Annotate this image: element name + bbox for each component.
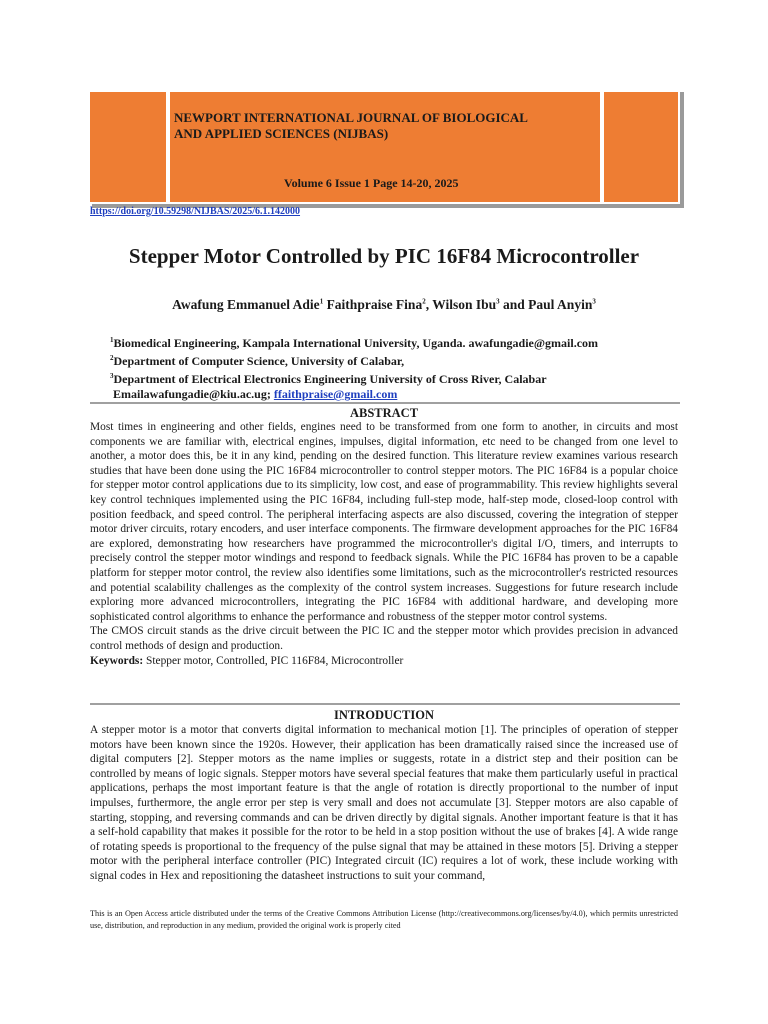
email-text: Emailawafungadie@kiu.ac.ug; (113, 387, 271, 401)
divider-abstract (90, 402, 680, 404)
author-list: Awafung Emmanuel Adie$^1$ Faithpraise Fina$^2$, Wilson Ibu$^3$ and Paul Anyin$^3$ (172, 297, 596, 312)
author-mark: 3 (592, 297, 596, 306)
abstract-heading: ABSTRACT (349, 406, 419, 420)
email-line (113, 387, 598, 402)
banner-left-block (90, 92, 166, 202)
affiliation-3 (110, 369, 598, 387)
affiliation-text: Department of Computer Science, University of Calabar, (113, 354, 405, 368)
doi-link[interactable]: https://doi.org/10.59298/NIJBAS/2025/6.1.142000 (90, 206, 301, 217)
introduction-body (90, 723, 678, 884)
paper-title: Stepper Motor Controlled by PIC 16F84 Microcontroller (128, 244, 640, 268)
journal-name-line2: AND APPLIED SCIENCES (NIJBAS) (174, 126, 389, 141)
author-mark: 2 (422, 297, 426, 306)
divider-introduction (90, 703, 680, 705)
journal-banner (88, 88, 682, 206)
abstract-paragraph: Most times in engineering and other fields, engines need to be transformed from one form to another, in circuits and most components we are familiar with, electrical engines, impulses, digital information, etc need to be changed from one level to another, a motor does this, be it in any kind, pending on the desired function. This literature review examines various research studies that have been done using the PIC 16F84 microcontroller to control stepper motors. The PIC 16F84 is a popular choice for stepper motor control applications due to its simplicity, low cost, and ease of programmability. This review highlights several key control techniques implemented using the PIC 16F84, including full-step mode, half-step mode, closed-loop control with position feedback, and speed control. The peripheral interfacing aspects are also discussed, covering the integration of stepper motor driver circuits, rotary encoders, and user interface components. The firmware development approaches for the PIC 16F84 are explored, demonstrating how researchers have programmed the microcontroller's digital I/O, timers, and interrupts to precisely control the stepper motor windings and respond to feedback signals. While the PIC 16F84 has proven to be a capable platform for stepper motor control, the review also identifies some limitations, such as the microcontroller's restricted resources and potential scalability challenges as the complexity of the control system increases. Suggestions for future research include exploring more advanced microcontrollers, integrating the PIC 16F84 with additional hardware, and developing more sophisticated control algorithms to enhance the performance and robustness of the stepper motor control systems. (90, 421, 678, 623)
abstract-paragraph-cmos: The CMOS circuit stands as the drive circuit between the PIC IC and the stepper motor which provides precision in advanced control methods of design and production. (90, 625, 678, 652)
affiliations (110, 333, 598, 402)
author-mark: 1 (319, 297, 324, 306)
keywords-text: Stepper motor, Controlled, PIC 116F84, Microcontroller (146, 654, 404, 667)
keywords-label: Keywords: (90, 654, 144, 667)
author-name: Faithpraise Fina (326, 297, 423, 312)
journal-volume: Volume 6 Issue 1 Page 14-20, 2025 (284, 176, 459, 190)
author-name: Awafung Emmanuel Adie (172, 297, 320, 312)
journal-name (174, 110, 574, 142)
introduction-paragraph: A stepper motor is a motor that converts digital information to mechanical motion [1]. The principles of operation of stepper motors have been known since the 1920s. However, their application has been dramatically raised since the increased use of digital computers [2]. Stepper motors as the name implies or suggests, rotate in a district step and their position can be controlled by means of logic signals. Stepper motors have several special features that make them particularly useful in practical applications, perhaps the most important feature is that the angle of rotation is directly proportional to the number of input impulses, furthermore, the angle error per step is very small and does not accumulate [3]. Stepper motors are also capable of starting, stopping, and reversing commands and can be driven directly by digital signals. Another important feature is that it has a self-hold capability that makes it possible for the rotor to be held in a stop position without the use of brakes [4]. A wide range of rotating speeds is proportional to the frequency of the pulse signal that may be attained in these motors [5]. Driving a stepper motor with the peripheral interface controller (PIC) Integrated circuit (IC) requires a lot of work, these include working with signal codes in Hex and repositioning the datasheet instructions to suit your command, (90, 724, 678, 882)
author-name: Wilson Ibu (432, 297, 497, 312)
author-name: Paul Anyin (528, 297, 593, 312)
introduction-heading: INTRODUCTION (333, 708, 434, 722)
email-link[interactable]: ffaithpraise@gmail.com (273, 387, 398, 401)
affiliation-text: Biomedical Engineering, Kampala International University, Uganda. awafungadie@gmail.com (113, 336, 599, 350)
affiliation-2 (110, 351, 598, 369)
affiliation-mark: 3 (110, 372, 114, 380)
keywords (90, 654, 678, 669)
abstract-body (90, 420, 678, 668)
affiliation-mark: 1 (110, 336, 114, 344)
affiliation-text: Department of Electrical Electronics Engineering University of Cross River, Calabar (113, 372, 547, 386)
affiliation-1 (110, 333, 598, 351)
journal-name-line1: NEWPORT INTERNATIONAL JOURNAL OF BIOLOGICAL (174, 110, 528, 125)
author-mark: 3 (496, 297, 500, 306)
license-footer: This is an Open Access article distributed under the terms of the Creative Commons Attribution License (http://creativecommons.org/licenses/by/4.0), which permits unrestricted use, distribution, and reproduction in any medium, provided the original work is properly cited (90, 909, 678, 930)
banner-frame (88, 88, 680, 204)
affiliation-mark: 2 (110, 354, 114, 362)
banner-right-block (604, 92, 678, 202)
